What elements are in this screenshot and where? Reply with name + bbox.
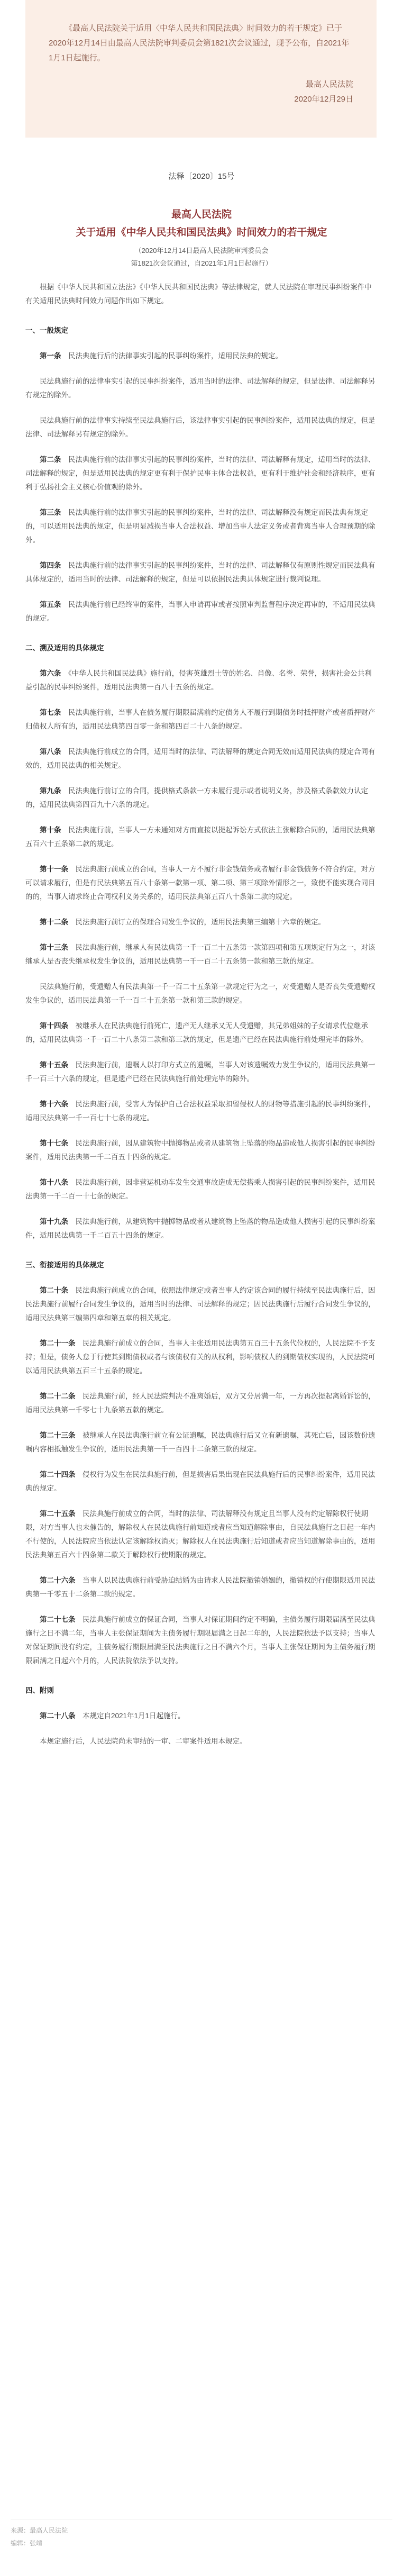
- announcement-box: [25, 0, 377, 138]
- article-number: 第十条: [40, 826, 61, 834]
- article-text: 被继承人在民法典施行前死亡，遗产无人继承又无人受遗赠，其兄弟姐妹的子女请求代位继承的，适用民法典第一千一百二十八条第二款和第三款的规定，但是遗产已经在民法典施行前处理完毕的除外。: [25, 1022, 368, 1044]
- article-paragraph: [25, 915, 378, 929]
- article-text: 当事人以民法典施行前受胁迫结婚为由请求人民法院撤销婚姻的，撤销权的行使期限适用民法典第一千零五十二条第二款的规定。: [25, 1576, 375, 1598]
- article-paragraph: [25, 506, 378, 547]
- article-text: 民法典施行前，当事人在债务履行期限届满前约定债务人不履行到期债务时抵押财产或者质押财产归债权人所有的，适用民法典第四百零一条和第四百二十八条的规定。: [25, 709, 375, 730]
- article-number: 第七条: [40, 709, 61, 716]
- article-text: 本规定施行后，人民法院尚未审结的一审、二审案件适用本规定。: [40, 1737, 247, 1745]
- article-text: 民法典施行前成立的合同，适用当时的法律、司法解释的规定合同无效而适用民法典的规定合同有效的，适用民法典的相关规定。: [25, 748, 375, 769]
- article-paragraph: [25, 559, 378, 586]
- article-paragraph: [25, 1709, 378, 1723]
- article-number: 第二十三条: [40, 1431, 76, 1439]
- article-number: 第十六条: [40, 1100, 68, 1108]
- article-text: 民法典施行前的法律事实持续至民法典施行后，该法律事实引起的民事纠纷案件，适用民法典的规定，但是法律、司法解释另有规定的除外。: [25, 416, 375, 438]
- article-text: 民法典施行前成立的合同，当时的法律、司法解释没有规定且当事人没有约定解除权行使期限，对方当事人也未催告的，解除权人在民法典施行前知道或者应当知道解除事由，自民法典施行之日起一年内不行使的，人民法院应当依法认定该解除权消灭；解除权人在民法典施行后知道或者应当知道解除事由的，适用民法典第五百六十四条第二款关于解除权行使期限的规定。: [25, 1510, 375, 1559]
- article-text: 民法典施行前，遗嘱人以打印方式立的遗嘱，当事人对该遗嘱效力发生争议的，适用民法典第一千一百三十六条的规定，但是遗产已经在民法典施行前处理完毕的除外。: [25, 1061, 375, 1083]
- article-text: 《中华人民共和国民法典》施行前，侵害英雄烈士等的姓名、肖像、名誉、荣誉，损害社会公共利益引起的民事纠纷案件，适用民法典第一百八十五条的规定。: [25, 669, 372, 691]
- article-text: 民法典施行前，受遗赠人有民法典第一千一百二十五条第一款规定行为之一，对受遗赠人是否丧失受遗赠权发生争议的，适用民法典第一千一百二十五条第一款和第三款的规定。: [25, 983, 375, 1004]
- article-text: 民法典施行前，因非营运机动车发生交通事故造成无偿搭乘人损害引起的民事纠纷案件，适用民法典第一千二百一十七条的规定。: [25, 1178, 375, 1200]
- article-text: 被继承人在民法典施行前立有公证遗嘱，民法典施行后又立有新遗嘱，其死亡后，因该数份遗嘱内容相抵触发生争议的，适用民法典第一千一百四十二条第三款的规定。: [25, 1431, 375, 1453]
- article-number: 第二十四条: [40, 1471, 76, 1479]
- article-paragraph: [25, 1468, 378, 1495]
- footer-source: 来源：最高人民法院: [11, 2527, 68, 2534]
- article-number: 第十七条: [40, 1139, 68, 1147]
- article-paragraph: [25, 1735, 378, 1748]
- article-paragraph: [25, 375, 378, 402]
- article-text: 民法典施行前的法律事实引起的民事纠纷案件，当时的法律、司法解释没有规定而民法典有规定的，可以适用民法典的规定，但是明显减损当事人合法权益、增加当事人法定义务或者背离当事人合理预期的除外。: [25, 509, 375, 544]
- article-number: 第二条: [40, 456, 61, 464]
- article-paragraph: [25, 1429, 378, 1456]
- article-number: 第十四条: [40, 1022, 68, 1030]
- article-number: 第二十六条: [40, 1576, 76, 1584]
- article-paragraph: [25, 784, 378, 812]
- article-text: 民法典施行前，当事人一方未通知对方而直接以提起诉讼方式依法主张解除合同的，适用民法典第五百六十五条第二款的规定。: [25, 826, 375, 848]
- article-paragraph: [25, 414, 378, 441]
- article-text: 民法典施行前订立的保理合同发生争议的，适用民法典第三编第十六章的规定。: [75, 918, 325, 926]
- article-number: 第八条: [40, 748, 61, 756]
- article-paragraph: [25, 1613, 378, 1668]
- subtitle: [0, 244, 403, 270]
- article-paragraph: [25, 1337, 378, 1378]
- article-paragraph: [25, 1176, 378, 1203]
- article-number: 第十九条: [40, 1218, 68, 1226]
- article-number: 第二十七条: [40, 1616, 76, 1623]
- article-text: 民法典施行前成立的合同，当事人主张适用民法典第五百三十五条代位权的，人民法院不予支持；但是，债务人怠于行使其到期债权或者与该债权有关的从权利，影响债权人的到期债权实现的，人民法院可以适用民法典第五百三十五条的规定。: [25, 1339, 375, 1375]
- subtitle-line-1: （2020年12月14日最高人民法院审判委员会: [134, 247, 269, 255]
- section-heading: 二、溯及适用的具体规定: [25, 644, 104, 652]
- section-heading: 三、衔接适用的具体规定: [25, 1261, 104, 1269]
- article-paragraph: [25, 941, 378, 968]
- article-paragraph: [25, 453, 378, 494]
- article-number: 第十二条: [40, 918, 68, 926]
- article-number: 第五条: [40, 601, 61, 609]
- section-heading: 一、一般规定: [25, 326, 68, 334]
- article-number: 第二十五条: [40, 1510, 76, 1518]
- announcement-text: 《最高人民法院关于适用〈中华人民共和国民法典〉时间效力的若干规定》已于2020年12月14日由最高人民法院审判委员会第1821次会议通过，现予公布，自2021年1月1日起施行。: [49, 24, 350, 62]
- article-text: 民法典施行前成立的合同，当事人一方不履行非金钱债务或者履行非金钱债务不符合约定，对方可以请求履行，但是有民法典第五百八十条第一款第一项、第二项、第三项除外情形之一，致使不能实现合同目的的，当事人请求终止合同权利义务关系的，适用民法典第五百八十条第二款的规定。: [25, 865, 375, 901]
- article-number: 第二十一条: [40, 1339, 76, 1347]
- article-paragraph: [25, 706, 378, 733]
- article-text: 本规定自2021年1月1日起施行。: [83, 1712, 185, 1720]
- page-title: 关于适用《中华人民共和国民法典》时间效力的若干规定: [76, 227, 327, 238]
- article-number: 第二十二条: [40, 1392, 76, 1400]
- section-heading: 四、附则: [25, 1686, 54, 1694]
- footer: [11, 2524, 68, 2550]
- article-paragraph: [25, 349, 378, 363]
- article-number: 第二十八条: [40, 1712, 76, 1720]
- document-number: 法释〔2020〕15号: [168, 172, 235, 181]
- footer-editor: 编辑：张靖: [11, 2539, 43, 2547]
- article-paragraph: [25, 598, 378, 625]
- article-text: 民法典施行前的法律事实引起的民事纠纷案件，适用当时的法律、司法解释的规定，但是法律、司法解释另有规定的除外。: [25, 377, 375, 399]
- article-text: 民法典施行前，受害人为保护自己合法权益采取扣留侵权人的财物等措施引起的民事纠纷案件，适用民法典第一千一百七十七条的规定。: [25, 1100, 375, 1122]
- article-paragraph: [25, 980, 378, 1008]
- article-text: 民法典施行前，从建筑物中抛掷物品或者从建筑物上坠落的物品造成他人损害引起的民事纠纷案件，适用民法典第一千二百五十四条的规定。: [25, 1218, 375, 1239]
- announcement-signer: 最高人民法院: [305, 80, 353, 89]
- article-paragraph: [25, 1215, 378, 1242]
- article-number: 第九条: [40, 787, 61, 795]
- issuer-heading: 最高人民法院: [171, 209, 232, 220]
- article-number: 第四条: [40, 561, 61, 569]
- article-paragraph: [25, 823, 378, 851]
- article-text: 侵权行为发生在民法典施行前，但是损害后果出现在民法典施行后的民事纠纷案件，适用民法典的规定。: [25, 1471, 375, 1492]
- article-text: 民法典施行前，经人民法院判决不准离婚后，双方又分居满一年，一方再次提起离婚诉讼的，适用民法典第一千零七十九条第五款的规定。: [25, 1392, 375, 1414]
- article-text: 民法典施行前成立的合同，依照法律规定或者当事人约定该合同的履行持续至民法典施行后，因民法典施行前履行合同发生争议的，适用当时的法律、司法解释的规定；因民法典施行后履行合同发生争议的，适用民法典第三编第四章和第五章的相关规定。: [25, 1286, 375, 1322]
- article-paragraph: [25, 1097, 378, 1125]
- article-paragraph: [25, 1137, 378, 1164]
- article-paragraph: [25, 863, 378, 904]
- article-text: 民法典施行前的法律事实引起的民事纠纷案件，当时的法律、司法解释有规定，适用当时的法律、司法解释的规定，但是适用民法典的规定更有利于保护民事主体合法权益，更有利于维护社会和经济秩序，更有利于弘扬社会主义核心价值观的除外。: [25, 456, 375, 491]
- announcement-date: 2020年12月29日: [294, 95, 353, 104]
- article-number: 第十一条: [40, 865, 68, 873]
- article-text: 民法典施行前，继承人有民法典第一千一百二十五条第一款第四项和第五项规定行为之一，对该继承人是否丧失继承权发生争议的，适用民法典第一千一百二十五条第一款和第三款的规定。: [25, 944, 375, 965]
- article-paragraph: [25, 1019, 378, 1047]
- article-text: 民法典施行前已经终审的案件，当事人申请再审或者按照审判监督程序决定再审的，不适用民法典的规定。: [25, 601, 375, 622]
- article-paragraph: [25, 1574, 378, 1601]
- article-text: 民法典施行前的法律事实引起的民事纠纷案件，当时的法律、司法解释仅有原则性规定而民法典有具体规定的，适用当时的法律、司法解释的规定，但是可以依据民法典具体规定进行裁判说理。: [25, 561, 375, 583]
- article-paragraph: [25, 745, 378, 773]
- article-number: 第三条: [40, 509, 61, 516]
- sections-container: [25, 324, 378, 1748]
- article-number: 第六条: [40, 669, 61, 677]
- article-paragraph: [25, 1284, 378, 1325]
- intro-paragraph: 根据《中华人民共和国立法法》《中华人民共和国民法典》等法律规定，就人民法院在审理民事纠纷案件中有关适用民法典时间效力问题作出如下规定。: [25, 283, 372, 305]
- article-body: [25, 280, 378, 1760]
- article-text: 民法典施行前，因从建筑物中抛掷物品或者从建筑物上坠落的物品造成他人损害引起的民事纠纷案件，适用民法典第一千二百五十四条的规定。: [25, 1139, 375, 1161]
- article-number: 第二十条: [40, 1286, 68, 1294]
- article-paragraph: [25, 1507, 378, 1562]
- article-paragraph: [25, 1390, 378, 1417]
- article-number: 第十五条: [40, 1061, 68, 1069]
- subtitle-line-2: 第1821次会议通过，自2021年1月1日起施行）: [131, 259, 272, 267]
- article-number: 第一条: [40, 352, 61, 360]
- article-number: 第十八条: [40, 1178, 68, 1186]
- article-text: 民法典施行前订立的合同，提供格式条款一方未履行提示或者说明义务，涉及格式条款效力认定的，适用民法典第四百九十六条的规定。: [25, 787, 368, 809]
- article-number: 第十三条: [40, 944, 68, 951]
- article-paragraph: [25, 667, 378, 694]
- article-text: 民法典施行后的法律事实引起的民事纠纷案件，适用民法典的规定。: [68, 352, 282, 360]
- article-text: 民法典施行前成立的保证合同，当事人对保证期间约定不明确，主债务履行期限届满至民法典施行之日不满二年，当事人主张保证期间为主债务履行期限届满之日起二年的，人民法院依法予以支持；当事人对保证期间没有约定，主债务履行期限届满至民法典施行之日不满六个月，当事人主张保证期间为主债务履行期限届满之日起六个月的，人民法院依法予以支持。: [25, 1616, 375, 1665]
- article-paragraph: [25, 1058, 378, 1086]
